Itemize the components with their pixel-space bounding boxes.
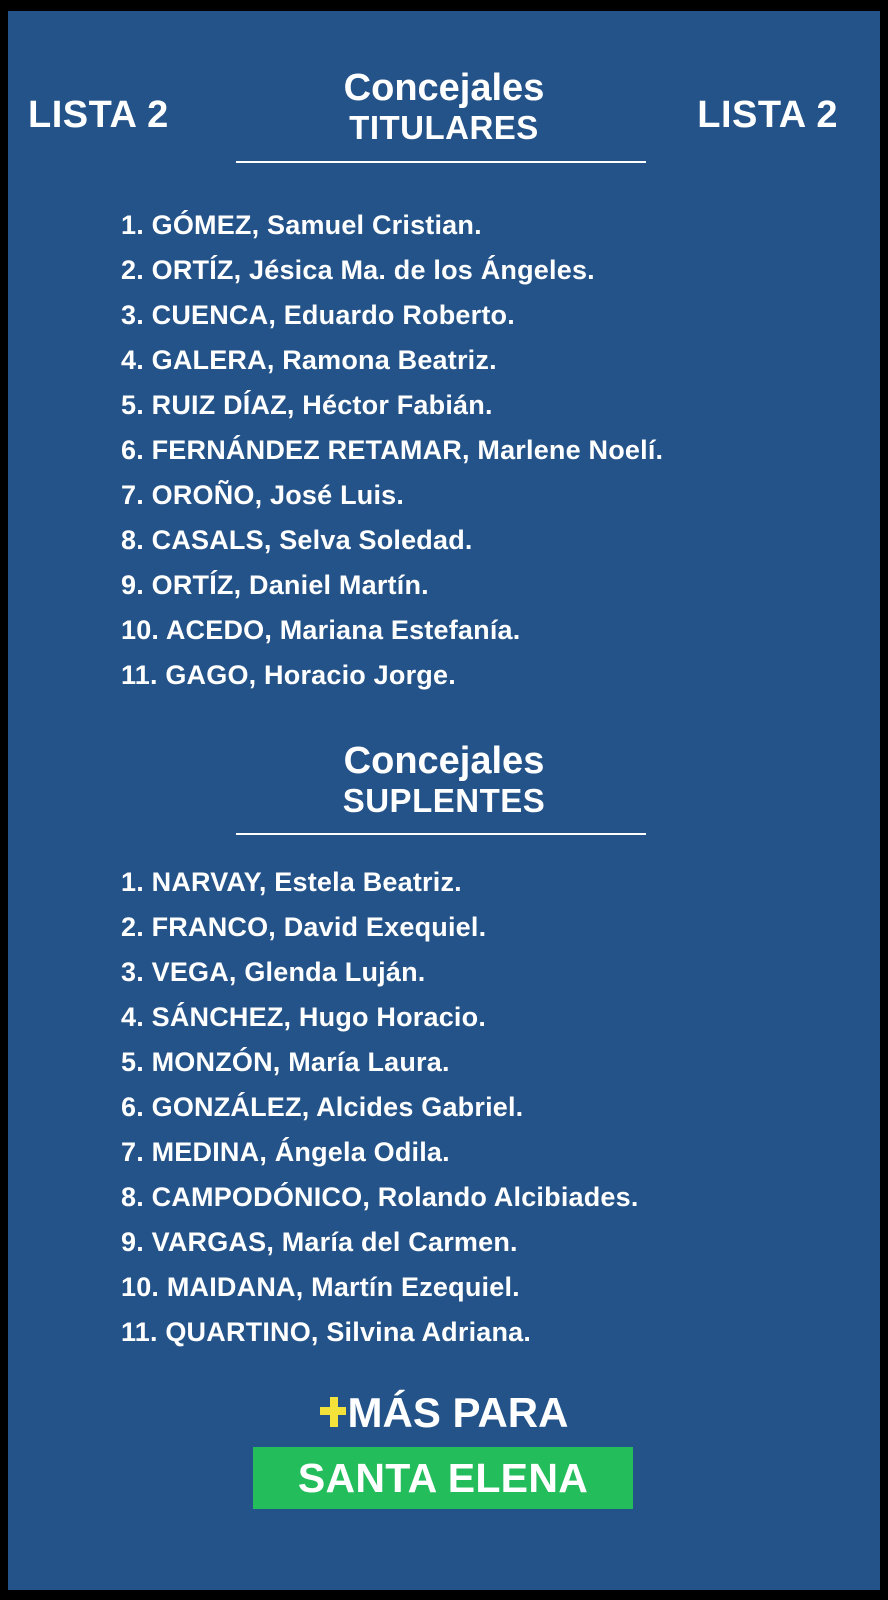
list-item: 10. MAIDANA, Martín Ezequiel. <box>121 1272 520 1302</box>
list-item: 11. GAGO, Horacio Jorge. <box>121 660 456 690</box>
list-item: 3. CUENCA, Eduardo Roberto. <box>121 300 515 330</box>
plus-icon <box>320 1395 346 1429</box>
list-item: 8. CAMPODÓNICO, Rolando Alcibiades. <box>121 1182 639 1212</box>
titulares-subtitle: TITULARES <box>349 109 539 146</box>
list-item: 9. ORTÍZ, Daniel Martín. <box>121 570 429 600</box>
list-item: 11. QUARTINO, Silvina Adriana. <box>121 1317 532 1347</box>
list-item: 4. SÁNCHEZ, Hugo Horacio. <box>121 1002 487 1032</box>
suplentes-divider <box>236 833 646 835</box>
suplentes-list <box>121 860 639 1355</box>
list-item: 5. RUIZ DÍAZ, Héctor Fabián. <box>121 390 493 420</box>
suplentes-heading <box>8 742 880 817</box>
brand-logo-top <box>8 1389 880 1436</box>
list-item: 1. GÓMEZ, Samuel Cristian. <box>121 210 482 240</box>
titulares-title: Concejales <box>343 67 545 109</box>
titulares-divider <box>236 161 646 163</box>
list-item: 2. ORTÍZ, Jésica Ma. de los Ángeles. <box>121 255 595 285</box>
list-item: 8. CASALS, Selva Soledad. <box>121 525 473 555</box>
lista-label-right: LISTA 2 <box>697 94 838 136</box>
brand-logo-box: SANTA ELENA <box>253 1447 633 1509</box>
suplentes-title: Concejales <box>343 740 545 782</box>
list-item: 10. ACEDO, Mariana Estefanía. <box>121 615 521 645</box>
list-item: 9. VARGAS, María del Carmen. <box>121 1227 518 1257</box>
list-item: 3. VEGA, Glenda Luján. <box>121 957 426 987</box>
suplentes-subtitle: SUPLENTES <box>342 782 546 819</box>
list-item: 6. GONZÁLEZ, Alcides Gabriel. <box>121 1092 524 1122</box>
list-item: 2. FRANCO, David Exequiel. <box>121 912 487 942</box>
list-item: 7. MEDINA, Ángela Odila. <box>121 1137 450 1167</box>
list-item: 7. OROÑO, José Luis. <box>121 480 405 510</box>
titulares-list <box>121 203 663 698</box>
list-item: 5. MONZÓN, María Laura. <box>121 1047 450 1077</box>
list-item: 1. NARVAY, Estela Beatriz. <box>121 867 462 897</box>
list-item: 6. FERNÁNDEZ RETAMAR, Marlene Noelí. <box>121 435 664 465</box>
list-item: 4. GALERA, Ramona Beatriz. <box>121 345 497 375</box>
brand-line1: MÁS PARA <box>347 1389 569 1436</box>
lista-label-left: LISTA 2 <box>28 94 169 136</box>
poster <box>8 11 880 1590</box>
titulares-heading <box>8 69 880 144</box>
